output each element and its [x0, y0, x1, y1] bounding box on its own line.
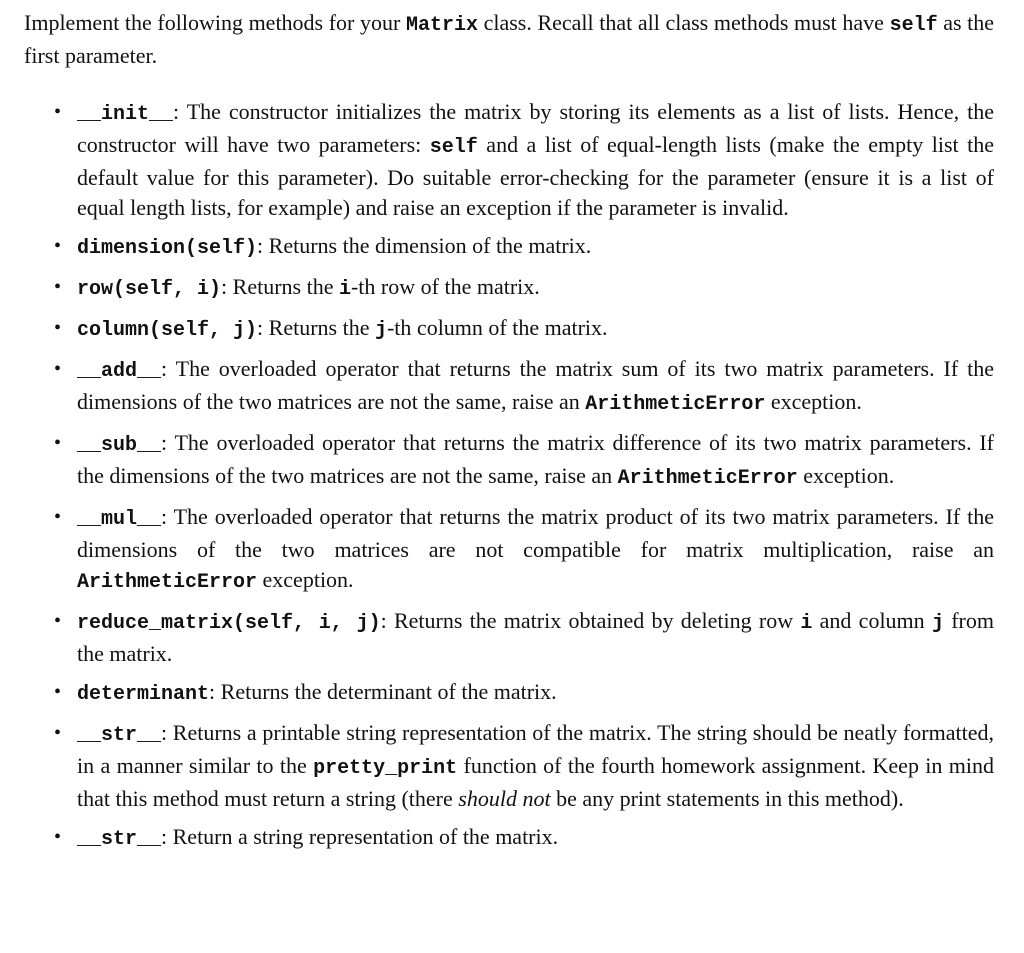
method-desc: and column: [812, 608, 932, 633]
method-desc: : The overloaded operator that returns the matrix sum of its two matrix parameters. If the dimensions of the two matrices are not the same, raise an: [77, 356, 994, 414]
method-item-reduce-matrix: [24, 606, 994, 669]
method-list: [24, 97, 994, 855]
inline-code: ArithmeticError: [77, 571, 258, 594]
method-desc: -th column of the matrix.: [386, 315, 608, 340]
method-desc: exception.: [257, 567, 354, 592]
method-name: __str__: [77, 828, 162, 851]
method-desc: function of the fourth homework assignment. Keep in mind that this method must return a string (there: [77, 753, 995, 811]
bullet-icon: •: [54, 681, 62, 703]
method-desc: : Return a string representation of the matrix.: [161, 824, 559, 849]
method-desc: : Returns the determinant of the matrix.: [209, 679, 557, 704]
method-desc: : Returns the dimension of the matrix.: [257, 233, 592, 258]
bullet-icon: •: [54, 235, 62, 257]
method-desc: exception.: [765, 389, 862, 414]
method-name: column(self, j): [77, 319, 258, 342]
method-desc: : Returns the matrix obtained by deleting row: [380, 608, 801, 633]
method-item-sub: [24, 428, 994, 494]
intro-text-2: class. Recall that all class methods must have: [477, 10, 890, 35]
method-desc: : The constructor initializes the matrix by storing its elements as a list of lists. Hence, the constructor will have two parameters:: [77, 99, 994, 157]
method-item-dimension: [24, 231, 994, 264]
method-desc: : Returns a printable string representation of the matrix. The string should be neatly formatted, in a manner similar to the: [77, 720, 994, 778]
method-item-init: [24, 97, 994, 223]
method-item-str-2: [24, 822, 994, 855]
method-desc: exception.: [797, 463, 895, 488]
bullet-icon: •: [54, 276, 62, 298]
bullet-icon: •: [54, 432, 62, 454]
method-name: row(self, i): [77, 278, 222, 301]
method-desc: : The overloaded operator that returns the matrix difference of its two matrix parameters. If the dimensions of the two matrices are not the same, raise an: [77, 430, 994, 488]
intro-code-matrix: Matrix: [405, 14, 478, 37]
method-name: __sub__: [77, 434, 162, 457]
method-name: __mul__: [77, 508, 162, 531]
bullet-icon: •: [54, 610, 62, 632]
intro-code-self: self: [889, 14, 938, 37]
inline-code: self: [429, 136, 478, 159]
method-name: __str__: [77, 724, 162, 747]
inline-code: ArithmeticError: [617, 467, 798, 490]
method-name: determinant: [77, 683, 210, 706]
inline-code: j: [374, 319, 387, 342]
method-desc: from the matrix.: [77, 608, 994, 666]
method-name: __init__: [77, 103, 174, 126]
bullet-icon: •: [54, 101, 62, 123]
inline-code: i: [338, 278, 351, 301]
inline-code: j: [931, 612, 944, 635]
method-desc: : Returns the: [257, 315, 375, 340]
method-name: __add__: [77, 360, 162, 383]
method-item-add: [24, 354, 994, 420]
inline-code: pretty_print: [313, 757, 458, 780]
inline-code: ArithmeticError: [585, 393, 766, 416]
method-desc: and a list of equal-length lists (make the empty list the default value for this parameter). Do suitable error-checking for the parameter (ensure it is a list of equal length lists, for example) and raise an exception if the parameter is invalid.: [77, 132, 994, 220]
bullet-icon: •: [54, 317, 62, 339]
method-item-determinant: [24, 677, 994, 710]
intro-paragraph: [24, 8, 994, 71]
bullet-icon: •: [54, 722, 62, 744]
method-desc: -th row of the matrix.: [350, 274, 540, 299]
method-name: dimension(self): [77, 237, 258, 260]
method-desc: : The overloaded operator that returns the matrix product of its two matrix parameters. If the dimensions of the two matrices are not compatible for matrix multiplication, raise an: [77, 504, 994, 562]
method-desc: be any print statements in this method).: [550, 786, 904, 811]
bullet-icon: •: [54, 506, 62, 528]
method-item-str: [24, 718, 994, 814]
method-name: reduce_matrix(self, i, j): [77, 612, 381, 635]
bullet-icon: •: [54, 826, 62, 848]
method-item-row: [24, 272, 994, 305]
emphasis-text: should not: [458, 786, 551, 811]
inline-code: i: [800, 612, 813, 635]
bullet-icon: •: [54, 358, 62, 380]
method-item-mul: [24, 502, 994, 598]
intro-text-3: as the first parameter.: [24, 10, 995, 68]
method-desc: : Returns the: [221, 274, 339, 299]
intro-text-1: Implement the following methods for your: [24, 10, 406, 35]
method-item-column: [24, 313, 994, 346]
